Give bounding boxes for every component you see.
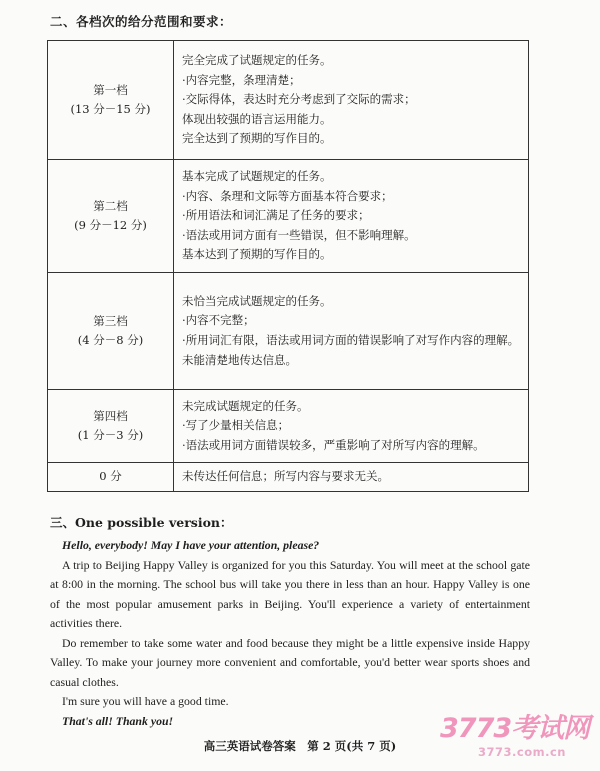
requirement-line: ·所用词汇有限，语法或用词方面的错误影响了对写作内容的理解。 xyxy=(182,333,520,347)
requirement-cell xyxy=(174,160,529,273)
requirement-line: ·内容不完整； xyxy=(182,313,255,328)
requirement-line: 未能清楚地传达信息。 xyxy=(182,352,297,367)
requirement-line: 未恰当完成试题规定的任务。 xyxy=(182,293,332,308)
page-footer: 高三英语试卷答案 第 2 页(共 7 页) xyxy=(203,739,397,753)
requirement-line: ·写了少量相关信息； xyxy=(182,418,290,433)
grade-range: (4 分－8 分) xyxy=(77,333,144,347)
requirement-cell xyxy=(174,390,529,463)
grade-cell xyxy=(48,463,174,492)
table-row xyxy=(48,273,529,390)
grade-name: 第一档 xyxy=(93,83,128,97)
grade-range: (1 分－3 分) xyxy=(77,428,144,442)
essay-paragraph: I'm sure you will have a good time. xyxy=(62,694,229,708)
grade-cell xyxy=(48,273,174,390)
grade-range: (9 分－12 分) xyxy=(74,218,147,232)
section2-title: 二、各档次的给分范围和要求： xyxy=(50,14,233,29)
requirement-line: ·内容完整，条理清楚； xyxy=(182,72,301,87)
requirement-line: 未传达任何信息；所写内容与要求无关。 xyxy=(182,469,389,483)
grade-name: 0 分 xyxy=(99,469,122,484)
essay-closing: That's all! Thank you! xyxy=(62,713,174,728)
requirement-line: 基本达到了预期的写作目的。 xyxy=(182,247,332,262)
section3-title: 三、One possible version： xyxy=(50,515,233,530)
requirement-line: ·内容、条理和文际等方面基本符合要求； xyxy=(182,188,393,203)
requirement-line: 体现出较强的语言运用能力。 xyxy=(182,111,332,126)
essay-paragraph: A trip to Beijing Happy Valley is organized for you this Saturday. You will meet at the school gate at 8:00 in the morning. The school bus will take you there in less than an hour. Happy Valley is one of the most popular amusement parks in Beijing. You'll experience a variety of entertainment activities there. xyxy=(50,557,530,630)
requirement-line: ·语法或用词方面错误较多，严重影响了对所写内容的理解。 xyxy=(182,437,485,452)
requirement-line: 未完成试题规定的任务。 xyxy=(182,398,309,413)
grade-cell xyxy=(48,160,174,273)
essay-greeting: Hello, everybody! May I have your attention, please? xyxy=(62,538,320,552)
model-essay xyxy=(50,536,530,731)
watermark-url: 3773.com.cn xyxy=(478,745,566,759)
grading-table xyxy=(47,40,529,492)
requirement-cell xyxy=(174,463,529,492)
requirement-line: 基本完成了试题规定的任务。 xyxy=(182,169,332,184)
requirement-line: ·语法或用词方面有一些错误，但不影响理解。 xyxy=(182,227,416,242)
grade-name: 第二档 xyxy=(93,199,128,213)
watermark-logo: 3773考试网 xyxy=(440,713,590,744)
grade-name: 第三档 xyxy=(93,314,128,328)
table-row xyxy=(48,160,529,273)
requirement-line: 完全达到了预期的写作目的。 xyxy=(182,131,332,146)
table-row xyxy=(48,463,529,492)
essay-paragraph: Do remember to take some water and food because they might be a little expensive inside Happy Valley. To make your journey more convenient and comfortable, you'd better wear sports shoes and casual clothes. xyxy=(50,635,530,689)
requirement-cell xyxy=(174,41,529,160)
requirement-line: ·所用语法和词汇满足了任务的要求； xyxy=(182,208,370,223)
grade-cell xyxy=(48,41,174,160)
requirement-cell xyxy=(174,273,529,390)
grade-name: 第四档 xyxy=(93,409,128,423)
table-row xyxy=(48,390,529,463)
grade-range: (13 分－15 分) xyxy=(70,102,151,116)
grade-cell xyxy=(48,390,174,463)
requirement-line: 完全完成了试题规定的任务。 xyxy=(182,53,332,68)
requirement-line: ·交际得体，表达时充分考虑到了交际的需求； xyxy=(182,92,416,107)
table-row xyxy=(48,41,529,160)
